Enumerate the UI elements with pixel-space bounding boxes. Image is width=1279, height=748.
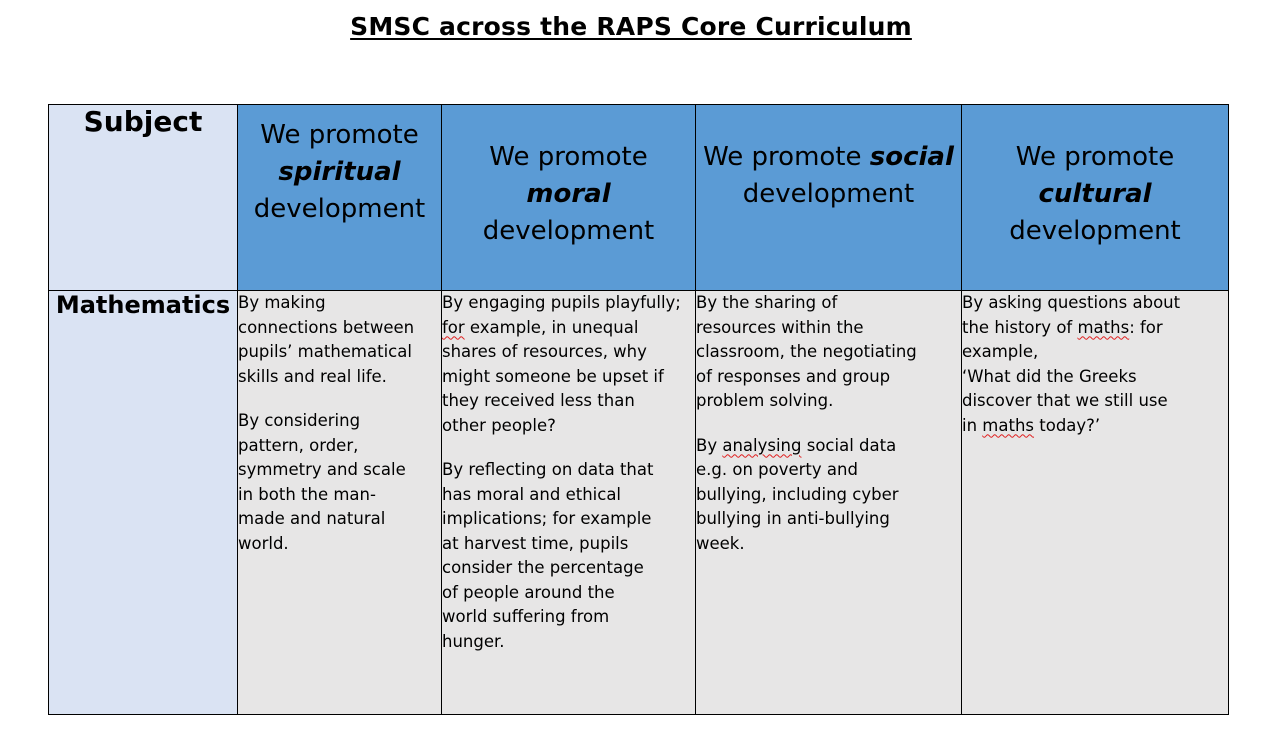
moral-header-pre: We promote — [489, 142, 648, 172]
social-paragraph-1: By the sharing of resources within the classroom, the negotiating of responses and group problem solving. — [696, 293, 917, 410]
smsc-table — [48, 104, 1229, 715]
moral-header-keyword: moral — [526, 179, 611, 209]
table-header-row — [49, 105, 1229, 291]
spellcheck-underline: analysing — [722, 435, 802, 455]
cultural-header-pre: We promote — [1015, 142, 1175, 172]
spiritual-column-header — [238, 105, 442, 291]
document-title: SMSC across the RAPS Core Curriculum — [350, 12, 912, 41]
social-cell — [696, 291, 962, 715]
moral-paragraph-1: By engaging pupils playfully; for example, in unequal shares of resources, why might someone be upset if they received less than other people? — [442, 293, 681, 435]
social-paragraph-2: By analysing social data e.g. on poverty and bullying, including cyber bullying in anti-bullying week. — [696, 435, 899, 553]
spellcheck-underline: for — [442, 317, 465, 337]
spiritual-paragraph-1: By making connections between pupils’ mathematical skills and real life. — [238, 293, 415, 386]
subject-column-header: Subject — [49, 105, 238, 291]
cultural-column-header — [962, 105, 1229, 291]
moral-header-post: development — [482, 216, 655, 246]
cultural-paragraph-1: By asking questions about the history of maths: for example, ‘What did the Greeks discover that we still use in maths today?’ — [962, 293, 1181, 435]
social-header-keyword: social — [869, 142, 954, 172]
spiritual-header-post: development — [253, 194, 426, 224]
spellcheck-underline: maths — [1077, 317, 1130, 337]
subject-cell-mathematics: Mathematics — [49, 291, 238, 715]
spiritual-paragraph-2: By considering pattern, order, symmetry and scale in both the man- made and natural world. — [238, 411, 406, 553]
social-column-header — [696, 105, 962, 291]
spiritual-header-pre: We promote — [260, 120, 419, 150]
cultural-header-keyword: cultural — [1038, 179, 1152, 209]
social-header-post: development — [742, 179, 915, 209]
moral-cell — [442, 291, 696, 715]
moral-paragraph-2: By reflecting on data that has moral and ethical implications; for example at harvest time, pupils consider the percentage of people around the world suffering from hunger. — [442, 460, 654, 651]
moral-column-header — [442, 105, 696, 291]
spiritual-header-keyword: spiritual — [278, 157, 401, 187]
cultural-cell — [962, 291, 1229, 715]
social-header-pre: We promote — [703, 142, 862, 172]
spiritual-cell — [238, 291, 442, 715]
spellcheck-underline: maths — [982, 415, 1035, 435]
cultural-header-post: development — [1009, 216, 1181, 246]
table-row — [49, 291, 1229, 715]
